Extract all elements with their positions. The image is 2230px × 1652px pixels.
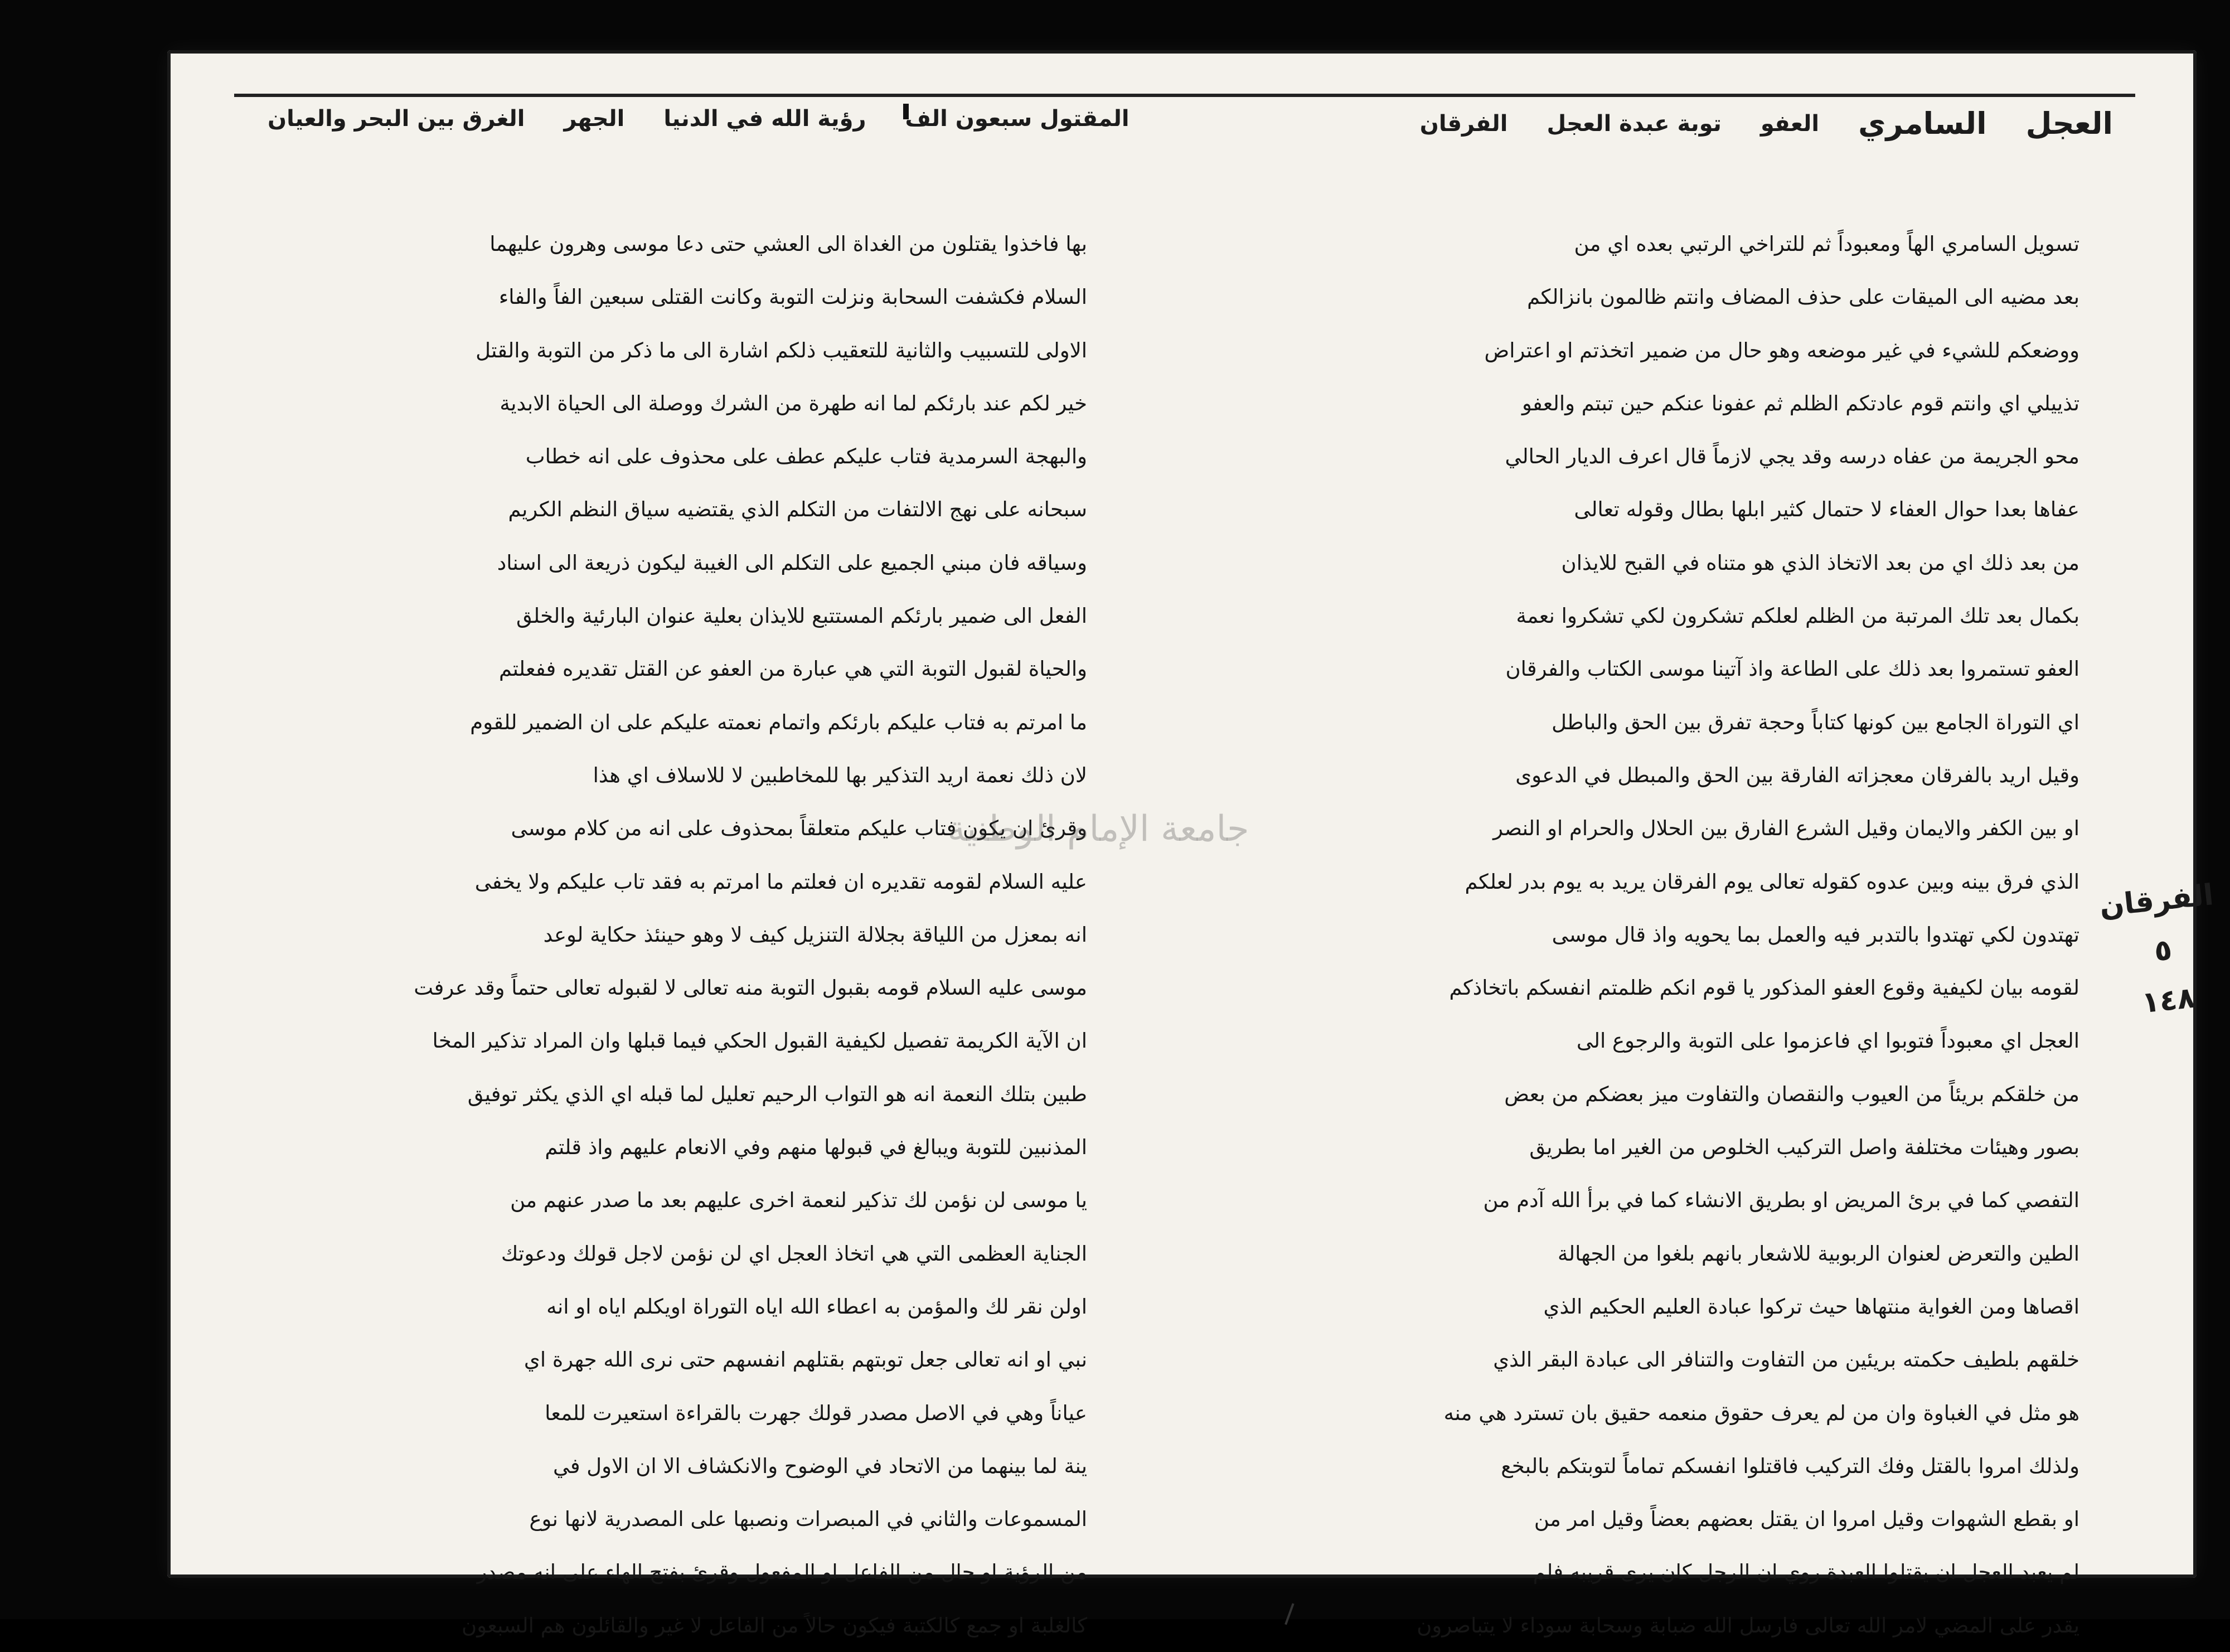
margin-note-number: ١٤٨	[2140, 981, 2197, 1020]
manuscript-page	[167, 50, 2216, 1638]
text-line: عفاها بعدا حوال العفاء لا حتمال كثير ابلها بطال وقوله تعالى	[1574, 497, 2079, 522]
text-line: او بين الكفر والايمان وقيل الشرع الفارق بين الحلال والحرام او النصر	[1493, 816, 2079, 841]
text-line: والبهجة السرمدية فتاب عليكم عطف على محذوف على انه خطاب	[525, 444, 1087, 469]
margin-note	[2097, 870, 2226, 1031]
text-line: الجناية العظمى التي هي اتخاذ العجل اي لن نؤمن لاجل قولك ودعوتك	[501, 1241, 1087, 1266]
text-line: العفو تستمروا بعد ذلك على الطاعة واذ آتينا موسى الكتاب والفرقان	[1505, 657, 2079, 681]
text-line: السلام فكشفت السحابة ونزلت التوبة وكانت القتلى سبعين الفاً والفاء	[498, 285, 1087, 309]
text-line: ان الآية الكريمة تفصيل لكيفية القبول الحكي فيما قبلها وان المراد تذكير المخا	[432, 1029, 1087, 1053]
header-right-group	[1420, 106, 2113, 141]
text-line: خلقهم بلطيف حكمته بريئين من التفاوت والتنافر الى عبادة البقر الذي	[1493, 1348, 2079, 1372]
text-line: محو الجريمة من عفاه درسه وقد يجي لازماً قال اعرف الديار الحالي	[1505, 444, 2079, 469]
text-line: المذنبين للتوبة ويبالغ في قبولها منهم وفي الانعام عليهم واذ قلتم	[545, 1135, 1087, 1160]
text-line: من بعد ذلك اي من بعد الاتخاذ الذي هو متناه في القبح للايذان	[1561, 550, 2079, 575]
text-line: عياناً وهي في الاصل مصدر قولك جهرت بالقراءة استعيرت للمعا	[545, 1401, 1087, 1425]
text-line: انه بمعزل من اللياقة بجلالة التنزيل كيف لا وهو حينئذ حكاية لوعد	[543, 922, 1087, 947]
text-line: الذي فرق بينه وبين عدوه كقوله تعالى يوم الفرقان يريد به يوم بدر لعلكم	[1465, 869, 2079, 894]
text-line: وقيل اريد بالفرقان معجزاته الفارقة بين الحق والمبطل في الدعوى	[1515, 763, 2079, 787]
text-line: تهتدون لكي تهتدوا بالتدبر فيه والعمل بما يحويه واذ قال موسى	[1552, 922, 2079, 947]
text-line: بها فاخذوا يقتلون من الغداة الى العشي حتى دعا موسى وهرون عليهما	[489, 232, 1087, 256]
text-line: المسموعات والثاني في المبصرات ونصبها على المصدرية لانها نوع	[529, 1507, 1087, 1532]
text-line: التفصي كما في برئ المريض او بطريق الانشاء كما في برأ الله آدم من	[1483, 1188, 2079, 1213]
header-keyword-3: العفو	[1760, 110, 1820, 137]
header-keyword-7: رؤية الله في الدنيا	[663, 106, 866, 132]
text-line: سبحانه على نهج الالتفات من التكلم الذي يقتضيه سياق النظم الكريم	[508, 497, 1087, 522]
text-line: لان ذلك نعمة اريد التذكير بها للمخاطبين لا للاسلاف اي هذا	[593, 763, 1087, 787]
header-keyword-4: توبة عبدة العجل	[1547, 110, 1722, 137]
text-line: لم يعبد العجل ان يقتلوا العبدة روي ان الرجل كان يرى قريبه فلم	[1533, 1560, 2079, 1585]
text-line: ولذلك امروا بالقتل وفك التركيب فاقتلوا انفسكم تماماً لتوبتكم بالبخع	[1501, 1454, 2079, 1478]
text-line: تذييلي اي وانتم قوم عادتكم الظلم ثم عفونا عنكم حين تبتم والعفو	[1521, 391, 2079, 415]
text-line: عليه السلام لقومه تقديره ان فعلتم ما امرتم به فقد تاب عليكم ولا يخفى	[474, 869, 1087, 894]
header-keyword-8: الجهر	[564, 106, 625, 132]
text-line: الطين والتعرض لعنوان الربوبية للاشعار بانهم بلغوا من الجهالة	[1558, 1241, 2079, 1266]
text-line: الفعل الى ضمير بارئكم المستتبع للايذان بعلية عنوان البارئية والخلق	[516, 604, 1087, 628]
text-line: ما امرتم به فتاب عليكم بارئكم واتمام نعمته عليكم على ان الضمير للقوم	[470, 710, 1087, 734]
text-line: والحياة لقبول التوبة التي هي عبارة من العفو عن القتل تقديره ففعلتم	[498, 657, 1087, 681]
text-line: ووضعكم للشيء في غير موضعه وهو حال من ضمير اتخذتم او اعتراض	[1484, 338, 2079, 362]
text-line: من الرؤية او حال من الفاعل او المفعول وقرئ بفتح الهاء على انه مصدر	[477, 1560, 1087, 1585]
text-line: العجل اي معبوداً فتوبوا اي فاعزموا على التوبة والرجوع الى	[1576, 1029, 2079, 1053]
text-line: بعد مضيه الى الميقات على حذف المضاف وانتم ظالمون بانزالكم	[1527, 285, 2079, 309]
text-line: بكمال بعد تلك المرتبة من الظلم لعلكم تشكرون لكي تشكروا نعمة	[1516, 604, 2079, 628]
text-line: تسويل السامري الهاً ومعبوداً ثم للتراخي الرتبي بعده اي من	[1574, 232, 2079, 256]
text-line: نبي او انه تعالى جعل توبتهم بقتلهم انفسهم حتى نرى الله جهرة اي	[523, 1348, 1087, 1372]
page-header	[268, 106, 2113, 178]
text-line: يا موسى لن نؤمن لك تذكير لنعمة اخرى عليهم بعد ما صدر عنهم من	[510, 1188, 1087, 1213]
library-watermark: جامعة الإمام الوطنية	[947, 808, 1249, 850]
text-line: من خلقكم بريئاً من العيوب والنقصان والتفاوت ميز بعضكم من بعض	[1504, 1082, 2079, 1106]
text-line: هو مثل في الغباوة وان من لم يعرف حقوق منعمه حقيق بان تسترد هي منه	[1443, 1401, 2079, 1425]
margin-note-surah: الفرقان ٥	[2097, 878, 2216, 968]
header-rule	[234, 94, 2135, 97]
text-line: اقصاها ومن الغواية منتهاها حيث تركوا عبادة العليم الحكيم الذي	[1543, 1294, 2079, 1319]
text-line: موسى عليه السلام قومه بقبول التوبة منه تعالى لا لقبوله تعالى حتماً وقد عرفت	[414, 976, 1087, 1000]
header-keyword-1: العجل	[2025, 106, 2113, 141]
text-line: ينة لما بينهما من الاتحاد في الوضوح والانكشاف الا ان الاول في	[553, 1454, 1087, 1478]
text-line: اولن نقر لك والمؤمن به اعطاء الله اياه التوراة اويكلم اياه او انه	[546, 1294, 1087, 1319]
text-line: وقرئ ان يكون فتاب عليكم متعلقاً بمحذوف على انه من كلام موسى	[511, 816, 1087, 841]
text-line: او بقطع الشهوات وقيل امروا ان يقتل بعضهم بعضاً وقيل امر من	[1534, 1507, 2079, 1532]
header-keyword-9: الغرق بين البحر والعيان	[268, 106, 525, 132]
text-line: طبين بتلك النعمة انه هو التواب الرحيم تعليل لما قبله اي الذي يكثر توفيق	[467, 1082, 1087, 1106]
text-line: الاولى للتسبيب والثانية للتعقيب ذلكم اشارة الى ما ذكر من التوبة والقتل	[476, 338, 1087, 362]
text-line: وسياقه فان مبني الجميع على التكلم الى الغيبة ليكون ذريعة الى اسناد	[497, 550, 1087, 575]
left-text-column	[295, 217, 1087, 1638]
header-keyword-5: الفرقان	[1419, 110, 1508, 137]
right-text-column	[1121, 217, 2079, 1638]
text-line: يقدر على المضي لامر الله تعالى فارسل الله ضبابة وسحابة سوداء لا يتباصرون	[1417, 1613, 2079, 1638]
text-line: كالغلبة او جمع كالكتبة فيكون حالاً من الفاعل لا غير والقائلون هم السبعون	[462, 1613, 1087, 1638]
text-line: خير لكم عند بارئكم لما انه طهرة من الشرك ووصلة الى الحياة الابدية	[500, 391, 1087, 415]
text-line: لقومه بيان لكيفية وقوع العفو المذكور يا قوم انكم ظلمتم انفسكم باتخاذكم	[1449, 976, 2079, 1000]
header-keyword-2: السامري	[1858, 106, 1987, 141]
header-keyword-6: المقتول سبعون الف	[905, 106, 1129, 132]
header-left-group	[268, 106, 1129, 132]
text-line: بصور وهيئات مختلفة واصل التركيب الخلوص من الغير اما بطريق	[1529, 1135, 2079, 1160]
text-line: اي التوراة الجامع بين كونها كتاباً وحجة تفرق بين الحق والباطل	[1552, 710, 2079, 734]
